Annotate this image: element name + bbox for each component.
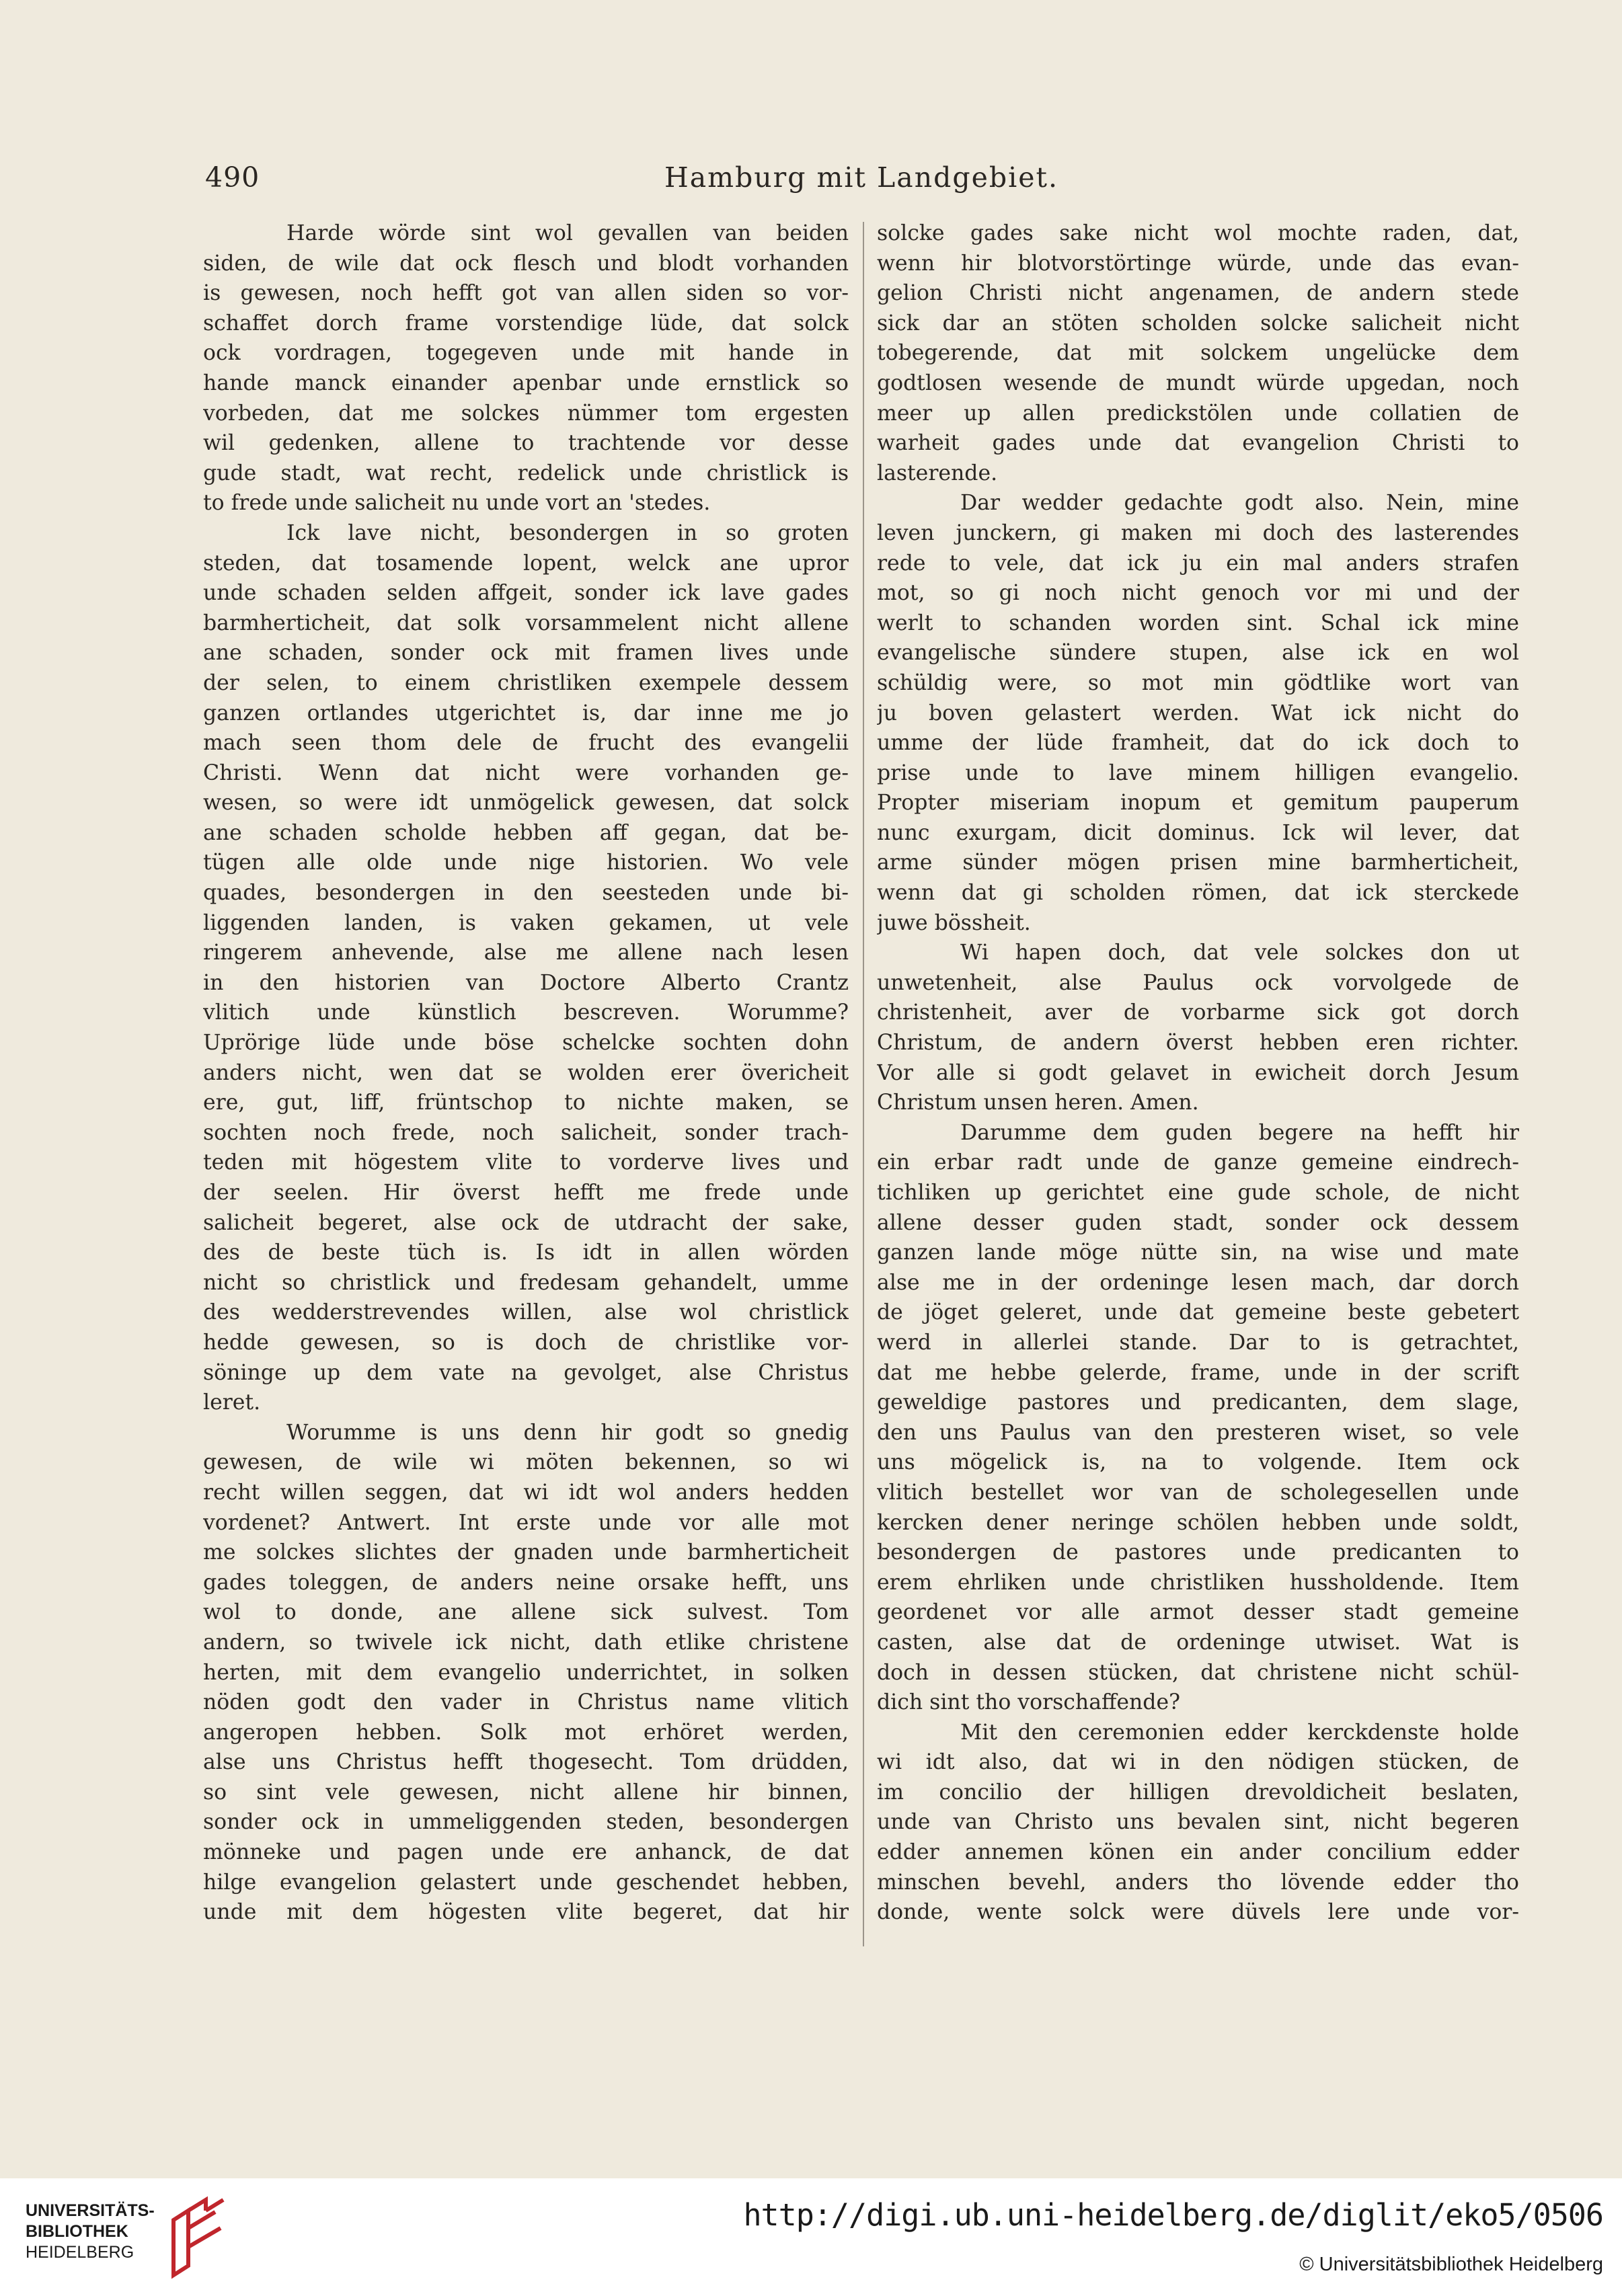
text-line: werd in allerlei stande. Dar to is getrachtet, <box>877 1330 1519 1355</box>
text-line: steden, dat tosamende lopent, welck ane upror <box>203 551 849 576</box>
text-line: andern, so twivele ick nicht, dath etlike christene <box>203 1630 849 1655</box>
text-line: unde schaden selden affgeit, sonder ick lave gades <box>203 581 849 606</box>
text-line: is gewesen, noch hefft got van allen siden so vor- <box>203 281 849 306</box>
text-line: besondergen de pastores unde predicanten to <box>877 1540 1519 1565</box>
text-line: to frede unde salicheit nu unde vort an 'stedes. <box>203 491 711 516</box>
text-line: recht willen seggen, dat wi idt wol anders hedden <box>203 1480 849 1505</box>
text-line: nöden godt den vader in Christus name vlitich <box>203 1690 849 1715</box>
text-line: vlitich bestellet wor van de scholegesellen unde <box>877 1480 1519 1505</box>
text-line: doch in dessen stücken, dat christene nicht schül- <box>877 1660 1519 1685</box>
library-logo-icon[interactable] <box>161 2193 229 2281</box>
text-line: so sint vele gewesen, nicht allene hir binnen, <box>203 1780 849 1805</box>
text-line: tichliken up gerichtet eine gude schole, de nicht <box>877 1181 1519 1205</box>
text-line: warheit gades unde dat evangelion Christi to <box>877 431 1519 456</box>
text-line: gewesen, de wile wi möten bekennen, so wi <box>203 1450 849 1475</box>
text-line: unde mit dem högesten vlite begeret, dat hir <box>203 1900 849 1925</box>
text-line: angeropen hebben. Solk mot erhöret werden, <box>203 1720 849 1745</box>
text-line: Vor alle si godt gelavet in ewicheit dorch Jesum <box>877 1060 1519 1085</box>
text-line: kercken dener neringe schölen hebben unde soldt, <box>877 1510 1519 1535</box>
text-line: ane schaden, sonder ock mit framen lives unde <box>203 641 849 666</box>
text-line: Dar wedder gedachte godt also. Nein, mine <box>960 491 1519 516</box>
left-column <box>203 219 849 1928</box>
text-line: meer up allen predickstölen unde collatien de <box>877 401 1519 426</box>
text-line: alse uns Christus hefft thogesecht. Tom drüdden, <box>203 1750 849 1775</box>
logo-line-2: BIBLIOTHEK <box>26 2222 128 2241</box>
text-line: hilge evangelion gelastert unde geschendet hebben, <box>203 1870 849 1895</box>
text-line: donde, wente solck were düvels lere unde vor- <box>877 1900 1519 1925</box>
text-line: ju boven gelastert werden. Wat ick nicht do <box>877 701 1519 725</box>
text-line: Christum, de andern överst hebben eren richter. <box>877 1031 1519 1056</box>
text-line: erem ehrliken unde christliken hussholdende. Item <box>877 1570 1519 1595</box>
text-line: vlitich unde künstlich bescreven. Worumme? <box>203 1000 849 1025</box>
page-number: 490 <box>205 161 260 194</box>
text-line: christenheit, aver de vorbarme sick got dorch <box>877 1000 1519 1025</box>
text-line: hedde gewesen, so is doch de christlike vor- <box>203 1330 849 1355</box>
text-line: in den historien van Doctore Alberto Crantz <box>203 970 849 995</box>
text-line: casten, alse dat de ordeninge utwiset. Wat is <box>877 1630 1519 1655</box>
text-line: des de beste tüch is. Is idt in allen wörden <box>203 1240 849 1265</box>
text-line: werlt to schanden worden sint. Schal ick mine <box>877 610 1519 635</box>
text-line: umme der lüde framheit, dat do ick doch to <box>877 731 1519 756</box>
column-divider <box>863 222 864 1946</box>
text-line: vorbeden, dat me solckes nümmer tom ergesten <box>203 401 849 426</box>
text-line: der seelen. Hir överst hefft me frede unde <box>203 1181 849 1205</box>
running-head <box>0 161 1622 194</box>
text-line: leret. <box>203 1390 261 1415</box>
text-line: Christi. Wenn dat nicht were vorhanden ge- <box>203 760 849 785</box>
footer-copyright: © Universitätsbibliothek Heidelberg <box>1299 2254 1603 2275</box>
text-line: lasterende. <box>877 461 998 485</box>
text-line: quades, besondergen in den seesteden unde bi- <box>203 881 849 906</box>
text-line: herten, mit dem evangelio underrichtet, in solken <box>203 1660 849 1685</box>
text-line: ringerem anhevende, alse me allene nach lesen <box>203 941 849 965</box>
text-line: Worumme is uns denn hir godt so gnedig <box>286 1420 849 1445</box>
text-line: Mit den ceremonien edder kerckdenste holde <box>960 1720 1519 1745</box>
text-line: ock vordragen, togegeven unde mit hande in <box>203 341 849 366</box>
right-column <box>877 219 1519 1928</box>
text-line: minschen bevehl, anders tho lövende edder tho <box>877 1870 1519 1895</box>
text-line: unde van Christo uns bevalen sint, nicht begeren <box>877 1810 1519 1835</box>
text-line: sochten noch frede, noch salicheit, sonder trach- <box>203 1120 849 1145</box>
text-line: ganzen ortlandes utgerichtet is, dar inne me jo <box>203 701 849 725</box>
text-line: leven junckern, gi maken mi doch des lasterendes <box>877 520 1519 545</box>
text-line: geweldige pastores und predicanten, dem slage, <box>877 1390 1519 1415</box>
text-line: wesen, so were idt unmögelick gewesen, dat solck <box>203 791 849 816</box>
text-line: nunc exurgam, dicit dominus. Ick wil lever, dat <box>877 820 1519 845</box>
text-line: Darumme dem guden begere na hefft hir <box>960 1120 1519 1145</box>
text-line: Harde wörde sint wol gevallen van beiden <box>286 221 849 245</box>
text-line: arme sünder mögen prisen mine barmherticheit, <box>877 850 1519 875</box>
text-line: wenn dat gi scholden römen, dat ick sterckede <box>877 881 1519 906</box>
text-line: siden, de wile dat ock flesch und blodt vorhanden <box>203 251 849 276</box>
text-line: wol to donde, ane allene sick sulvest. Tom <box>203 1600 849 1625</box>
text-line: söninge up dem vate na gevolget, alse Christus <box>203 1360 849 1385</box>
text-line: vordenet? Antwert. Int erste unde vor alle mot <box>203 1510 849 1535</box>
text-line: Propter miseriam inopum et gemitum pauperum <box>877 791 1519 816</box>
text-line: edder annemen könen ein ander concilium edder <box>877 1840 1519 1865</box>
text-line: geordenet vor alle armot desser stadt gemeine <box>877 1600 1519 1625</box>
text-line: den uns Paulus van den presteren wiset, so vele <box>877 1420 1519 1445</box>
text-line: de jöget geleret, unde dat gemeine beste gebetert <box>877 1300 1519 1325</box>
logo-line-3: HEIDELBERG <box>26 2243 134 2262</box>
text-line: Christum unsen heren. Amen. <box>877 1091 1199 1115</box>
text-line: wi idt also, dat wi in den nödigen stücken, de <box>877 1750 1519 1775</box>
text-line: wil gedenken, allene to trachtende vor desse <box>203 431 849 456</box>
text-line: liggenden landen, is vaken gekamen, ut vele <box>203 910 849 935</box>
text-line: me solckes slichtes der gnaden unde barmherticheit <box>203 1540 849 1565</box>
text-line: mot, so gi noch nicht genoch vor mi und der <box>877 581 1519 606</box>
text-line: alse me in der ordeninge lesen mach, dar dorch <box>877 1270 1519 1295</box>
text-line: teden mit högestem vlite to vorderve lives und <box>203 1150 849 1175</box>
text-line: unwetenheit, alse Paulus ock vorvolgede de <box>877 970 1519 995</box>
footer-url-link[interactable]: http://digi.ub.uni-heidelberg.de/diglit/eko5/0506 <box>743 2197 1603 2233</box>
text-line: sick dar an stöten scholden solcke salicheit nicht <box>877 311 1519 335</box>
text-line: dich sint tho vorschaffende? <box>877 1690 1180 1715</box>
text-line: evangelische sündere stupen, alse ick en wol <box>877 641 1519 666</box>
text-line: allene desser guden stadt, sonder ock dessem <box>877 1210 1519 1235</box>
text-line: hande manck einander apenbar unde ernstlick so <box>203 370 849 395</box>
text-line: ane schaden scholde hebben aff gegan, dat be- <box>203 820 849 845</box>
text-line: ein erbar radt unde de ganze gemeine eindrech- <box>877 1150 1519 1175</box>
text-line: rede to vele, dat ick ju ein mal anders strafen <box>877 551 1519 576</box>
text-line: Wi hapen doch, dat vele solckes don ut <box>960 941 1519 965</box>
text-line: tügen alle olde unde nige historien. Wo vele <box>203 850 849 875</box>
library-logo-text[interactable] <box>26 2201 155 2263</box>
text-line: juwe bössheit. <box>877 910 1031 935</box>
text-line: Ick lave nicht, besondergen in so groten <box>286 520 849 545</box>
text-line: mach seen thom dele de frucht des evangelii <box>203 731 849 756</box>
text-line: tobegerende, dat mit solckem ungelücke dem <box>877 341 1519 366</box>
text-line: salicheit begeret, alse ock de utdracht der sake, <box>203 1210 849 1235</box>
logo-line-1: UNIVERSITÄTS- <box>26 2201 155 2220</box>
text-line: prise unde to lave minem hilligen evangelio. <box>877 760 1519 785</box>
text-line: sonder ock in ummeliggenden steden, besondergen <box>203 1810 849 1835</box>
text-line: uns mögelick is, na to volgende. Item ock <box>877 1450 1519 1475</box>
text-line: ganzen lande möge nütte sin, na wise und mate <box>877 1240 1519 1265</box>
text-line: barmherticheit, dat solk vorsammelent nicht allene <box>203 610 849 635</box>
text-line: mönneke und pagen unde ere anhanck, de dat <box>203 1840 849 1865</box>
text-line: godtlosen wesende de mundt würde upgedan, noch <box>877 370 1519 395</box>
text-line: schaffet dorch frame vorstendige lüde, dat solck <box>203 311 849 335</box>
text-line: solcke gades sake nicht wol mochte raden, dat, <box>877 221 1519 245</box>
running-head-text: Hamburg mit Landgebiet. <box>664 161 1059 194</box>
text-line: wenn hir blotvorstörtinge würde, unde das evan- <box>877 251 1519 276</box>
text-line: im concilio der hilligen drevoldicheit beslaten, <box>877 1780 1519 1805</box>
text-line: der selen, to einem christliken exempele dessem <box>203 670 849 695</box>
text-line: nicht so christlick und fredesam gehandelt, umme <box>203 1270 849 1295</box>
text-line: gades toleggen, de anders neine orsake hefft, uns <box>203 1570 849 1595</box>
text-line: dat me hebbe gelerde, frame, unde in der scrift <box>877 1360 1519 1385</box>
text-line: Uprörige lüde unde böse schelcke sochten dohn <box>203 1031 849 1056</box>
text-line: schüldig were, so mot min gödtlike wort van <box>877 670 1519 695</box>
text-line: anders nicht, wen dat se wolden erer övericheit <box>203 1060 849 1085</box>
footer-bar <box>0 2178 1622 2296</box>
text-line: gelion Christi nicht angenamen, de andern stede <box>877 281 1519 306</box>
text-line: des wedderstrevendes willen, alse wol christlick <box>203 1300 849 1325</box>
text-line: gude stadt, wat recht, redelick unde christlick is <box>203 461 849 485</box>
text-line: ere, gut, liff, früntschop to nichte maken, se <box>203 1091 849 1115</box>
